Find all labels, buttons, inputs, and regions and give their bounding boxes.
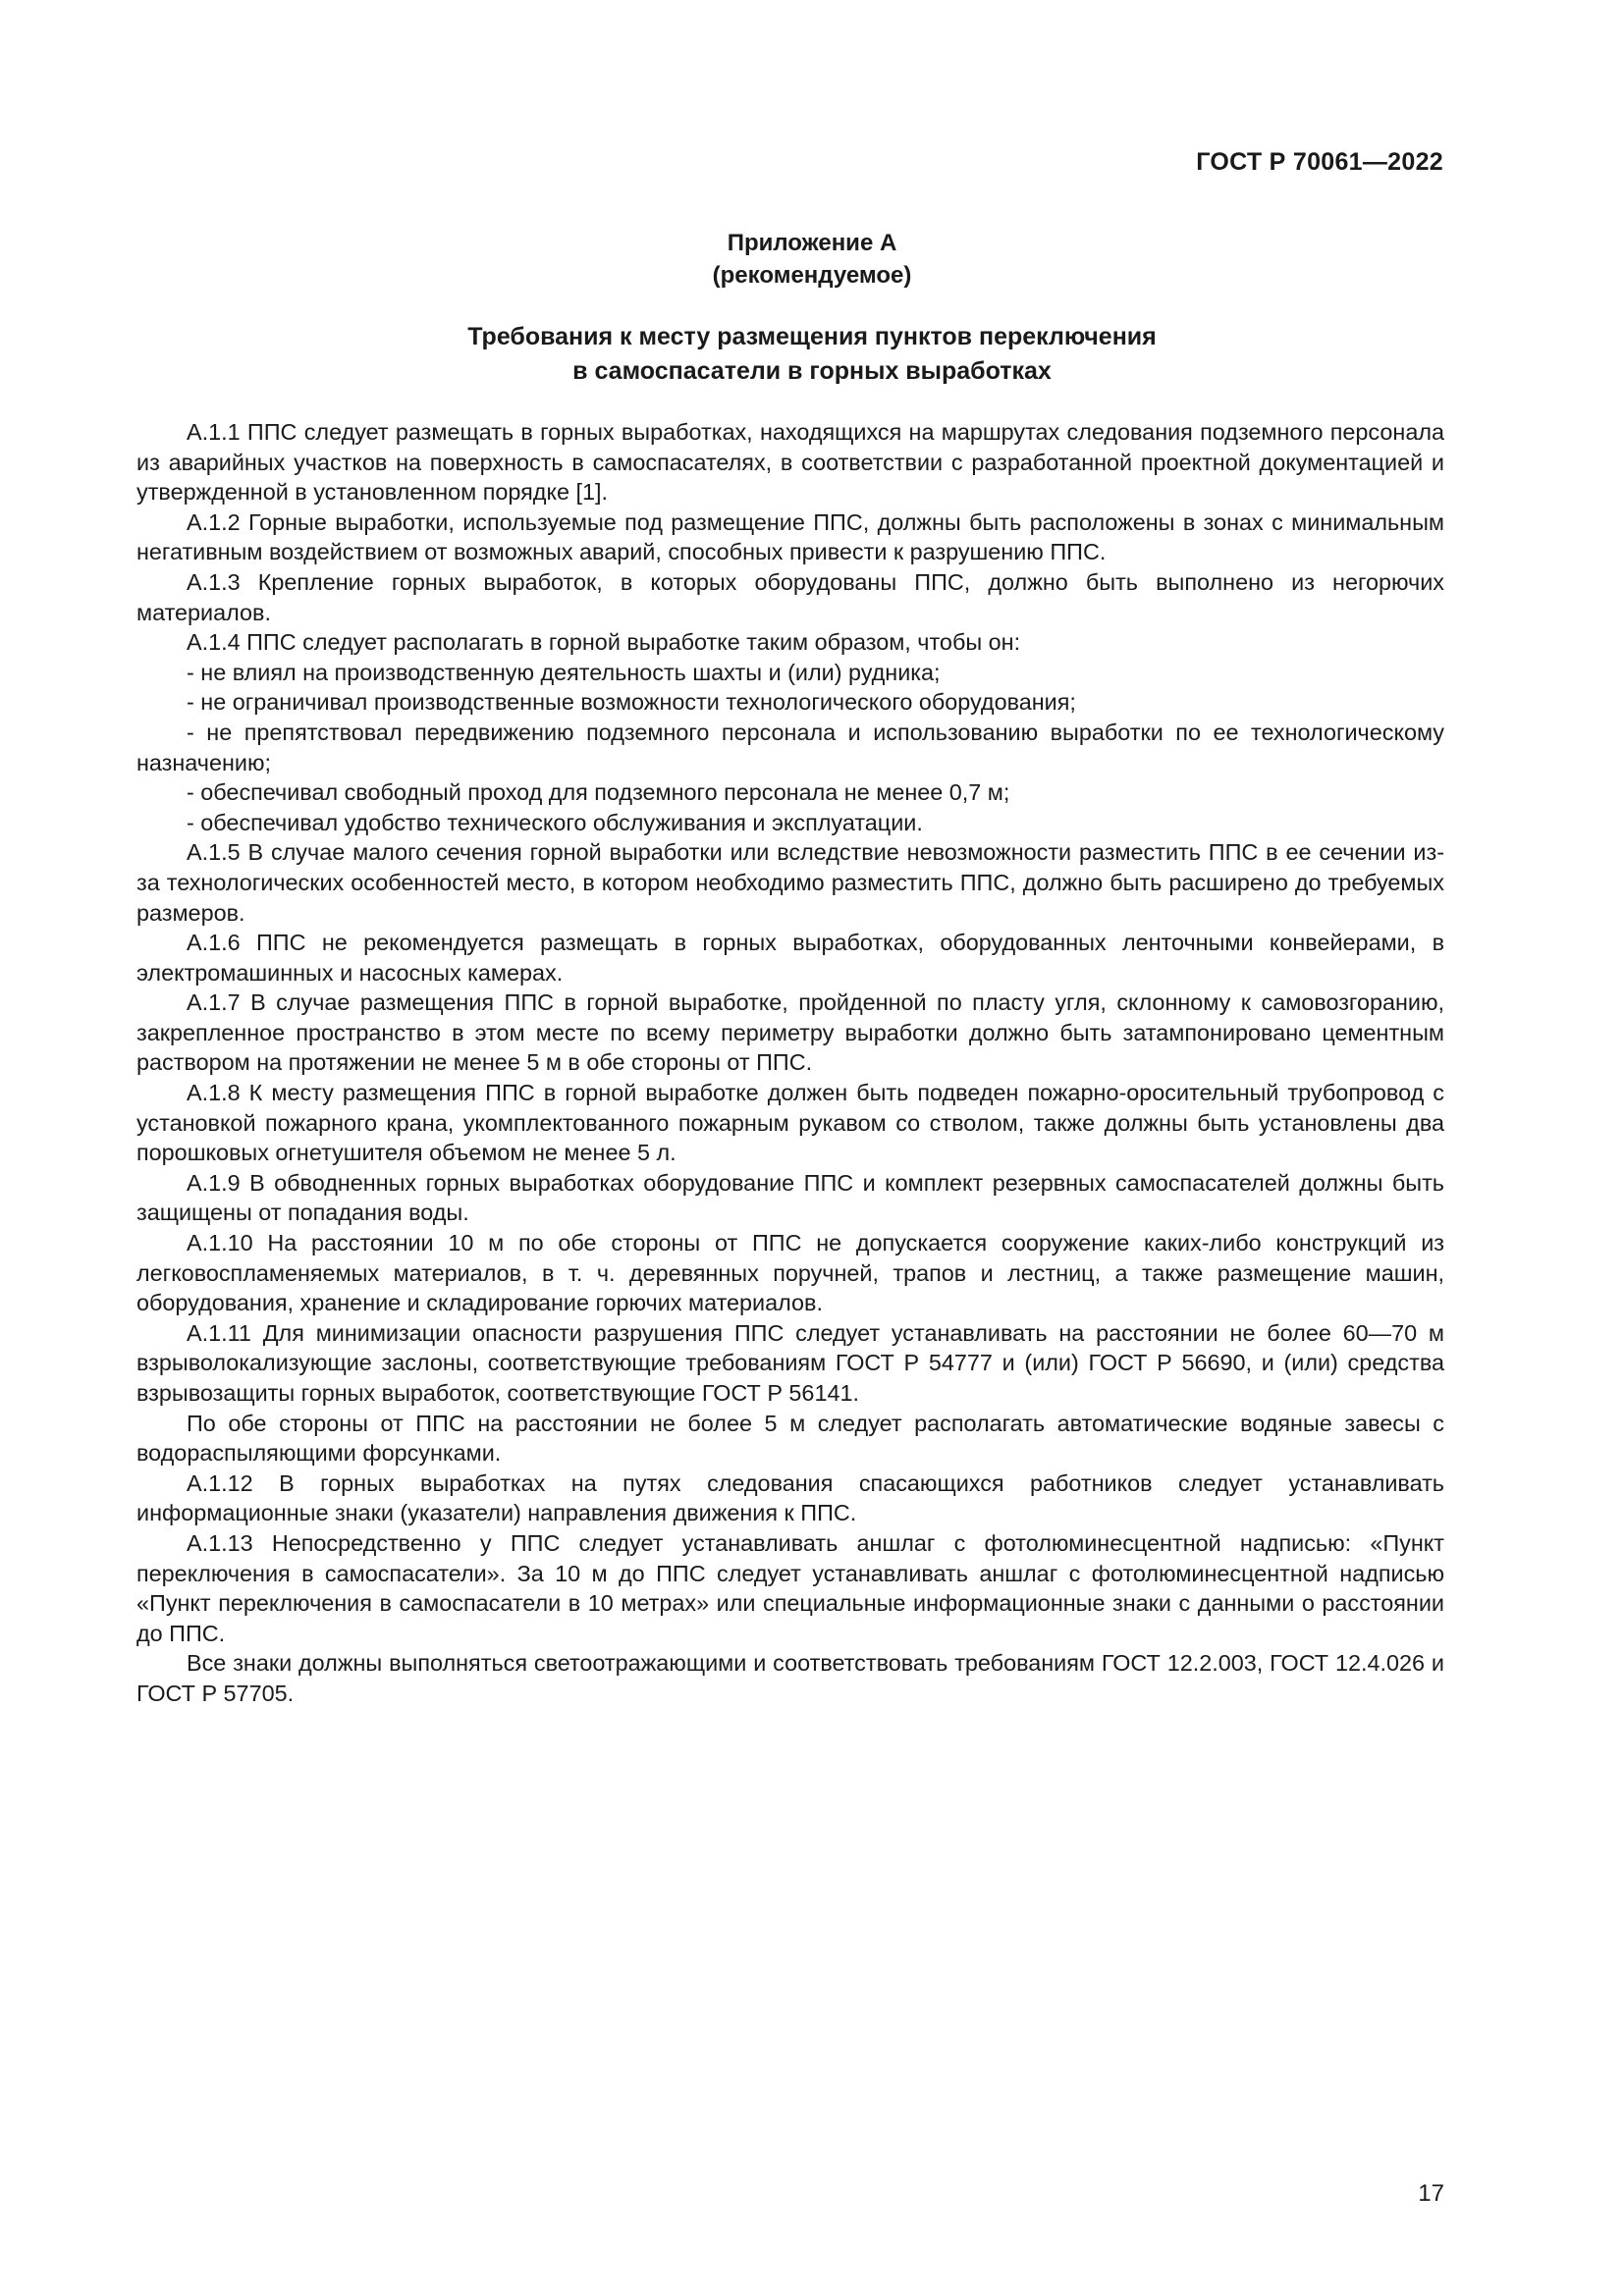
page-title-line-1: Требования к месту размещения пунктов переключения bbox=[467, 323, 1157, 350]
paragraph-a-1-2: А.1.2 Горные выработки, используемые под размещение ППС, должны быть расположены в зонах с минимальным негативным воздействием от возможных аварий, способных привести к разрушению ППС. bbox=[136, 508, 1444, 565]
appendix-status: (рекомендуемое) bbox=[712, 262, 912, 289]
appendix-heading bbox=[0, 227, 1624, 292]
page-number: 17 bbox=[1418, 2180, 1444, 2207]
paragraph-a-1-13: А.1.13 Непосредственно у ППС следует устанавливать аншлаг с фотолюминесцентной надписью: «Пункт переключения в самоспасатели». За 10 м до ППС следует устанавливать аншлаг с фотолюминесцентной надписью «Пункт переключения в самоспасатели в 10 метрах» или специальные информационные знаки с данными о расстоянии до ППС. bbox=[136, 1529, 1444, 1646]
paragraph-a-1-12: А.1.12 В горных выработках на путях следования спасающихся работников следует устанавливать информационные знаки (указатели) направления движения к ППС. bbox=[136, 1469, 1444, 1526]
paragraph-a-1-1: А.1.1 ППС следует размещать в горных выработках, находящихся на маршрутах следования подземного персонала из аварийных участков на поверхность в самоспасателях, в соответствии с разработанной проектной документацией и утвержденной в установленном порядке [1]. bbox=[136, 419, 1444, 506]
list-item: - не влиял на производственную деятельность шахты и (или) рудника; bbox=[187, 659, 941, 685]
list-item: - не ограничивал производственные возможности технологического оборудования; bbox=[187, 689, 1076, 716]
page-title bbox=[0, 320, 1624, 389]
document-body bbox=[136, 417, 1444, 1709]
paragraph-a-1-5: А.1.5 В случае малого сечения горной выработки или вследствие невозможности разместить ППС в ее сечении из-за технологических особенностей место, в котором необходимо разместить ППС, должно быть расширено до требуемых размеров. bbox=[136, 839, 1444, 926]
page-title-line-2: в самоспасатели в горных выработках bbox=[572, 357, 1052, 385]
paragraph-a-1-11-cont: По обе стороны от ППС на расстоянии не более 5 м следует располагать автоматические водяные завесы с водораспыляющими форсунками. bbox=[136, 1410, 1444, 1467]
list-item: - обеспечивал свободный проход для подземного персонала не менее 0,7 м; bbox=[187, 779, 1010, 806]
list-item: - обеспечивал удобство технического обслуживания и эксплуатации. bbox=[187, 809, 923, 835]
paragraph-a-1-7: А.1.7 В случае размещения ППС в горной выработке, пройденной по пласту угля, склонному к самовозгоранию, закрепленное пространство в этом месте по всему периметру выработки должно быть затампонировано цементным раствором на протяжении не менее 5 м в обе стороны от ППС. bbox=[136, 989, 1444, 1076]
document-standard-header: ГОСТ Р 70061—2022 bbox=[1196, 148, 1443, 176]
paragraph-a-1-6: А.1.6 ППС не рекомендуется размещать в горных выработках, оборудованных ленточными конвейерами, в электромашинных и насосных камерах. bbox=[136, 930, 1444, 986]
list-item: - не препятствовал передвижению подземного персонала и использованию выработки по ее технологическому назначению; bbox=[136, 719, 1444, 775]
paragraph-a-1-11: А.1.11 Для минимизации опасности разрушения ППС следует устанавливать на расстоянии не более 60—70 м взрыволокализующие заслоны, соответствующие требованиям ГОСТ Р 54777 и (или) ГОСТ Р 56690, и (или) средства взрывозащиты горных выработок, соответствующие ГОСТ Р 56141. bbox=[136, 1319, 1444, 1406]
paragraph-a-1-13-cont: Все знаки должны выполняться светоотражающими и соответствовать требованиям ГОСТ 12.2.003, ГОСТ 12.4.026 и ГОСТ Р 57705. bbox=[136, 1650, 1444, 1706]
paragraph-a-1-9: А.1.9 В обводненных горных выработках оборудование ППС и комплект резервных самоспасателей должны быть защищены от попадания воды. bbox=[136, 1169, 1444, 1226]
appendix-label: Приложение А bbox=[727, 230, 897, 256]
paragraph-a-1-3: А.1.3 Крепление горных выработок, в которых оборудованы ППС, должно быть выполнено из негорючих материалов. bbox=[136, 568, 1444, 625]
paragraph-a-1-8: А.1.8 К месту размещения ППС в горной выработке должен быть подведен пожарно-оросительный трубопровод с установкой пожарного крана, укомплектованного пожарным рукавом со стволом, также должны быть установлены два порошковых огнетушителя объемом не менее 5 л. bbox=[136, 1080, 1444, 1166]
paragraph-a-1-10: А.1.10 На расстоянии 10 м по обе стороны от ППС не допускается сооружение каких-либо конструкций из легковоспламеняемых материалов, в т. ч. деревянных поручней, трапов и лестниц, а также размещение машин, оборудования, хранение и складирование горючих материалов. bbox=[136, 1230, 1444, 1316]
paragraph-a-1-4: А.1.4 ППС следует располагать в горной выработке таким образом, чтобы он: bbox=[187, 629, 1021, 656]
